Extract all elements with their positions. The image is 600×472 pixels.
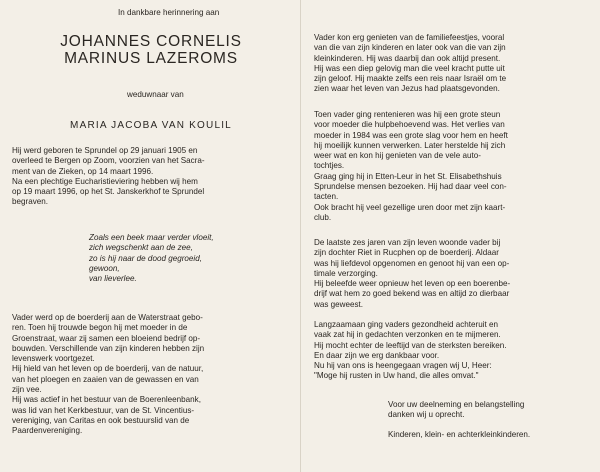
text-line: Langzaamaan ging vaders gezondheid achteruit en xyxy=(314,320,499,329)
text-line: Hij beleefde weer opnieuw het leven op een boerenbe- xyxy=(314,279,511,289)
text-line: zijn geloof. Hij maakte zelfs een reis naar Israël om te xyxy=(314,74,507,84)
text-line: danken wij u oprecht. xyxy=(388,410,465,420)
last-years-paragraph xyxy=(314,238,510,310)
text-line: ment van de Zieken, op 14 maart 1996. xyxy=(12,166,154,176)
text-line: was lid van het Kerkbestuur, van de St. Vincentius- xyxy=(12,405,195,415)
poem-line: van lieverlee. xyxy=(89,274,137,284)
text-line: Toen vader ging rentenieren was hij een grote steun xyxy=(314,110,501,119)
text-line: Nu hij van ons is heengegaan vragen wij U, Heer: xyxy=(314,361,492,371)
text-line: Paardenvereniging. xyxy=(12,426,83,436)
text-line: vereniging, van Caritas en ook bestuurslid van de xyxy=(12,415,190,425)
text-line: Vader kon erg genieten van de familiefeestjes, vooral xyxy=(314,33,505,42)
text-line: Sprundelse mensen bezoeken. Hij had daar veel con- xyxy=(314,182,507,192)
retirement-paragraph xyxy=(314,110,508,223)
poem xyxy=(89,233,214,284)
text-line: kleinkinderen. Hij was daarbij dan ook altijd present. xyxy=(314,53,501,63)
text-line: tochtjes. xyxy=(314,161,345,171)
fold-line xyxy=(300,0,301,472)
deceased-name-line-1: JOHANNES CORNELIS xyxy=(60,33,242,50)
text-line: Groenstraat, waar zij samen een bloeiend bedrijf op- xyxy=(12,333,201,343)
text-line: Ook bracht hij veel gezellige uren door met zijn kaart- xyxy=(314,202,506,212)
text-line: tacten. xyxy=(314,192,339,202)
text-line: moeder in 1984 was een grote slag voor hem en heeft xyxy=(314,130,508,140)
text-line: zijn vee. xyxy=(12,385,42,395)
poem-line: zich wegschenkt aan de zee, xyxy=(89,243,193,253)
text-line: Vader werd op de boerderij aan de Waterstraat gebo- xyxy=(12,313,203,322)
text-line: van die van zijn kinderen en later ook van die van zijn xyxy=(314,43,506,53)
text-line: bouwden. Verschillende van zijn kinderen hebben zijn xyxy=(12,343,205,353)
bio-paragraph xyxy=(12,146,205,208)
text-line: vaak zat hij in gedachten verzonken en te mijmeren. xyxy=(314,330,501,340)
text-line: zien waar het leven van Jezus had plaatsgevonden. xyxy=(314,84,500,94)
widower-text: weduwnaar van xyxy=(127,90,184,99)
text-line: "Moge hij rusten in Uw hand, die alles omvat." xyxy=(314,371,479,381)
poem-line: Zoals een beek maar verder vloeit, xyxy=(89,233,214,242)
family-paragraph xyxy=(314,33,506,95)
text-line: Voor uw deelneming en belangstelling xyxy=(388,400,525,409)
story-paragraph xyxy=(12,313,204,437)
text-line: Hij was actief in het bestuur van de Boerenleenbank, xyxy=(12,395,201,405)
text-line: was hij liefdevol opgenomen en genoot hij van een op- xyxy=(314,258,510,268)
text-line: was geweest. xyxy=(314,299,364,309)
text-line: Hij hield van het leven op de boerderij, van de natuur, xyxy=(12,364,204,374)
intro-text: In dankbare herinnering aan xyxy=(118,8,220,17)
text-line: voor moeder die hulpbehoevend was. Het verlies van xyxy=(314,120,505,130)
deceased-name-line-2: MARINUS LAZEROMS xyxy=(64,50,238,67)
text-line: overleed te Bergen op Zoom, voorzien van het Sacra- xyxy=(12,156,205,166)
spouse-name: MARIA JACOBA VAN KOULIL xyxy=(70,120,232,131)
text-line: drijf wat hem zo goed bekend was en altijd zo dierbaar xyxy=(314,289,510,299)
text-line: zijn dochter Riet in Rucphen op de boerderij. Aldaar xyxy=(314,248,499,258)
text-line: En daar zijn we erg dankbaar voor. xyxy=(314,350,440,360)
text-line: Hij mocht echter de leeftijd van de sterksten bereiken. xyxy=(314,340,507,350)
text-line: club. xyxy=(314,212,332,222)
text-line: De laatste zes jaren van zijn leven woonde vader bij xyxy=(314,238,501,247)
signature: Kinderen, klein- en achterkleinkinderen. xyxy=(388,430,531,439)
text-line: op 19 maart 1996, op het St. Janskerkhof te Sprundel xyxy=(12,187,205,197)
thanks-paragraph xyxy=(388,400,524,421)
text-line: timale verzorging. xyxy=(314,268,378,278)
text-line: Hij was een diep gelovig man die veel kracht putte uit xyxy=(314,63,505,73)
text-line: Hij werd geboren te Sprundel op 29 januari 1905 en xyxy=(12,146,198,155)
text-line: van het ploegen en zaaien van de gewassen en van xyxy=(12,374,199,384)
text-line: weer wat en kon hij genieten van de vele auto- xyxy=(314,151,481,161)
poem-line: gewoon, xyxy=(89,263,120,273)
text-line: Na een plechtige Eucharistieviering hebben wij hem xyxy=(12,176,198,186)
text-line: ren. Toen hij trouwde begon hij met moeder in de xyxy=(12,323,188,333)
text-line: hij moeilijk kunnen verwerken. Later herstelde hij zich xyxy=(314,140,506,150)
text-line: levenswerk voortgezet. xyxy=(12,354,95,364)
poem-line: zo is hij naar de dood gegroeid, xyxy=(89,253,202,263)
farewell-paragraph xyxy=(314,320,507,382)
text-line: begraven. xyxy=(12,197,48,207)
text-line: Graag ging hij in Etten-Leur in het St. Elisabethshuis xyxy=(314,171,502,181)
